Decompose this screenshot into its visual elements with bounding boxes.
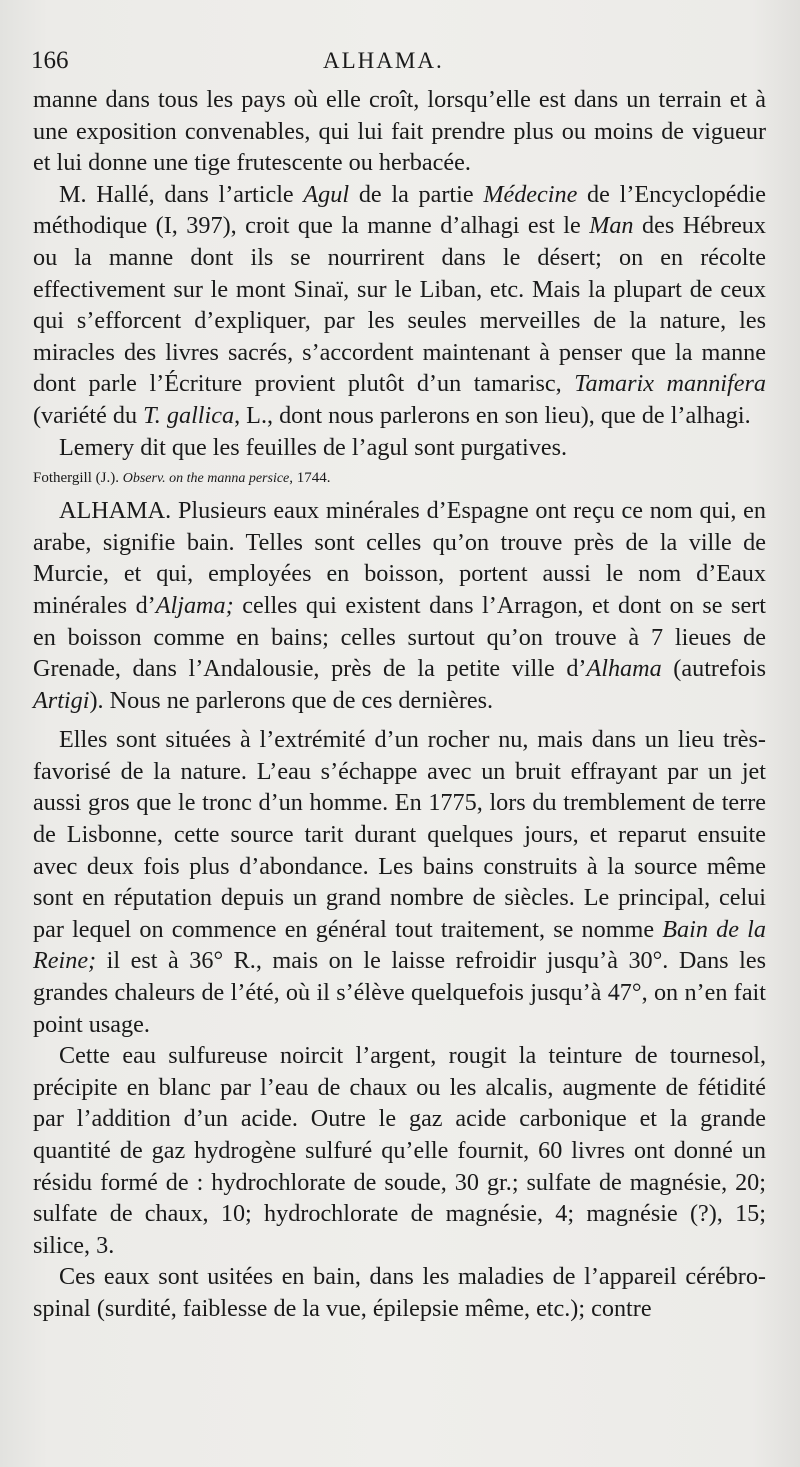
paragraph-situation: Elles sont situées à l’extrémité d’un rocher nu, mais dans un lieu très-favorisé de la nature. L’eau s’échappe avec un bruit effrayant par un jet aussi gros que le tronc d’un homme. En 1775, lors du tremblement de terre de Lisbonne, cette source tarit durant quelques jours, et reparut ensuite avec deux fois plus d’abondance. Les bains construits à la source même sont en réputation depuis un grand nombre de siècles. Le principal, celui par lequel on commence en général tout traitement, se nomme Bain de la Reine; il est à 36° R., mais on le laisse refroidir jusqu’à 30°. Dans les grandes chaleurs de l’été, où il s’élève quelquefois jusqu’à 47°, on n’en fait point usage.	[33, 726, 766, 1038]
body-text	[33, 84, 766, 1325]
paragraph-continuation: manne dans tous les pays où elle croît, lorsqu’elle est dans un terrain et à une exposition convenables, qui lui fait prendre plus ou moins de vigueur et lui donne une tige frutescente ou herbacée.	[33, 86, 766, 177]
paragraph-lemery: Lemery dit que les feuilles de l’agul sont purgatives.	[59, 433, 568, 461]
paragraph-gap	[33, 716, 766, 724]
running-head: ALHAMA.	[323, 48, 444, 73]
page-header	[33, 46, 766, 76]
page-number: 166	[31, 47, 69, 74]
paragraph-halle: M. Hallé, dans l’article Agul de la partie Médecine de l’Encyclopédie méthodique (I, 397), croit que la manne d’alhagi est le Man des Hébreux ou la manne dont ils se nourrirent dans le désert; on en récolte effectivement sur le mont Sinaï, sur le Liban, etc. Mais la plupart de ceux qui s’efforcent d’expliquer, par les seules merveilles de la nature, les miracles des livres sacrés, s’accordent maintenant à penser que la manne dont parle l’Écriture provient plutôt d’un tamarisc, Tamarix mannifera (variété du T. gallica, L., dont nous parlerons en son lieu), que de l’alhagi.	[33, 180, 766, 429]
bibliographic-reference: Fothergill (J.). Observ. on the manna persice, 1744.	[33, 470, 331, 487]
paragraph-chemistry: Cette eau sulfureuse noircit l’argent, rougit la teinture de tournesol, précipite en blanc par l’eau de chaux ou les alcalis, augmente de fétidité par l’addition d’un acide. Outre le gaz acide carbonique et la grande quantité de gaz hydrogène sulfuré qu’elle fournit, 60 livres ont donné un résidu formé de : hydrochlorate de soude, 30 gr.; sulfate de magnésie, 20; sulfate de chaux, 10; hydrochlorate de magnésie, 4; magnésie (?), 15; silice, 3.	[33, 1042, 766, 1259]
paragraph-usage: Ces eaux sont usitées en bain, dans les maladies de l’appareil cérébro-spinal (surdité, faiblesse de la vue, épilepsie même, etc.); contre	[33, 1263, 766, 1322]
entry-alhama: ALHAMA. Plusieurs eaux minérales d’Espagne ont reçu ce nom qui, en arabe, signifie bain. Telles sont celles qu’on trouve près de la ville de Murcie, et qui, employées en boisson, portent aussi le nom d’Eaux minérales d’Aljama; celles qui existent dans l’Arragon, et dont on se sert en boisson comme en bains; celles surtout qu’on trouve à 7 lieues de Grenade, dans l’Andalousie, près de la petite ville d’Alhama (autrefois Artigi). Nous ne parlerons que de ces dernières.	[33, 497, 767, 714]
